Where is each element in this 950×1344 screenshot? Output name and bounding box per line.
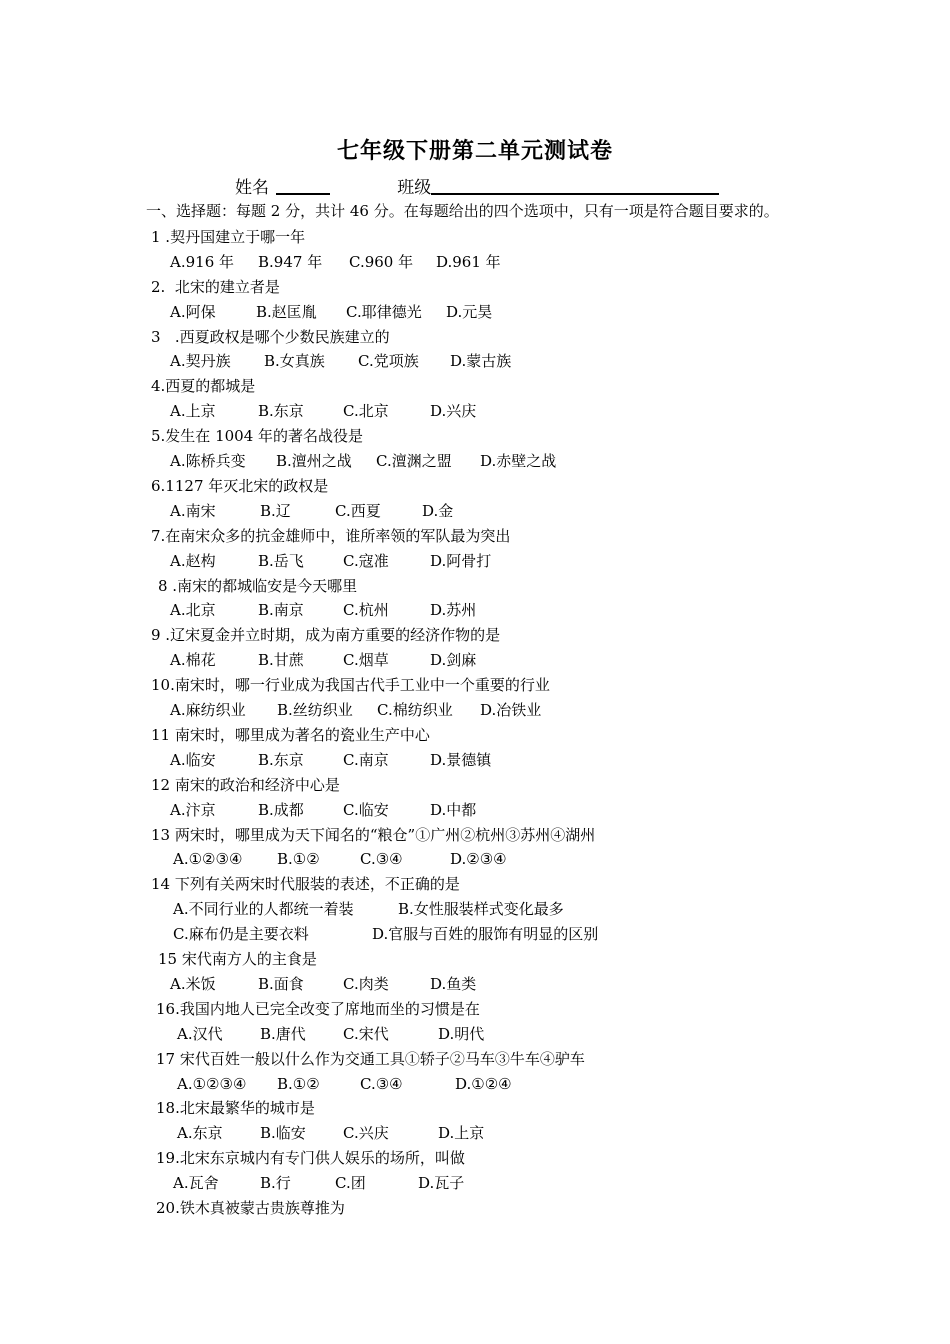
question-19-option[interactable]: D.瓦子 [418,1174,465,1192]
question-18-option[interactable]: B.临安 [260,1124,306,1142]
question-13-option[interactable]: A.①②③④ [173,850,243,868]
question-16-option[interactable]: D.明代 [438,1025,485,1043]
question-1-option[interactable]: C.960 年 [349,253,414,271]
student-info-row [235,177,719,199]
question-8-option[interactable]: A.北京 [170,601,216,619]
question-12-option[interactable]: A.汴京 [170,801,216,819]
question-16: 16.我国内地人已完全改变了席地而坐的习惯是在 [156,1000,480,1018]
question-4-option[interactable]: A.上京 [170,402,216,420]
question-20: 20.铁木真被蒙古贵族尊推为 [156,1199,345,1217]
page-title: 七年级下册第二单元测试卷 [336,138,613,164]
question-13: 13 两宋时，哪里成为天下闻名的“粮仓”①广州②杭州③苏州④湖州 [151,826,596,844]
question-7-option[interactable]: A.赵构 [170,552,216,570]
question-3-option[interactable]: A.契丹族 [170,352,231,370]
question-8-option[interactable]: C.杭州 [343,601,389,619]
question-19-option[interactable]: C.团 [335,1174,366,1192]
question-18: 18.北宋最繁华的城市是 [156,1099,315,1117]
question-15-option[interactable]: A.米饭 [170,975,216,993]
question-2: 2. 北宋的建立者是 [151,278,280,296]
question-7-option[interactable]: D.阿骨打 [430,552,492,570]
class-label: 班级 [397,178,432,198]
name-label: 姓名 [235,178,269,198]
question-7-option[interactable]: C.寇准 [343,552,389,570]
question-6-option[interactable]: C.西夏 [335,502,381,520]
question-12-option[interactable]: B.成都 [258,801,304,819]
question-9-option[interactable]: C.烟草 [343,651,389,669]
question-19-option[interactable]: A.瓦舍 [173,1174,219,1192]
question-14-option[interactable]: C.麻布仍是主要衣料 [173,925,309,943]
question-13-option[interactable]: B.①② [277,850,320,868]
question-18-option[interactable]: A.东京 [177,1124,223,1142]
question-15-option[interactable]: D.鱼类 [430,975,477,993]
question-16-option[interactable]: B.唐代 [260,1025,306,1043]
question-10-option[interactable]: D.冶铁业 [480,701,542,719]
question-11-option[interactable]: A.临安 [170,751,216,769]
question-5-option[interactable]: A.陈桥兵变 [170,452,246,470]
question-2-option[interactable]: C.耶律德光 [346,303,422,321]
question-9: 9 .辽宋夏金并立时期，成为南方重要的经济作物的是 [151,626,501,644]
question-2-option[interactable]: A.阿保 [170,303,216,321]
question-8-option[interactable]: B.南京 [258,601,304,619]
question-10: 10.南宋时，哪一行业成为我国古代手工业中一个重要的行业 [151,676,550,694]
question-2-option[interactable]: B.赵匡胤 [256,303,317,321]
question-7-option[interactable]: B.岳飞 [258,552,304,570]
question-4-option[interactable]: B.东京 [258,402,304,420]
question-7: 7.在南宋众多的抗金雄师中，谁所率领的军队最为突出 [151,527,511,545]
question-3: 3 .西夏政权是哪个少数民族建立的 [151,328,390,346]
question-4-option[interactable]: C.北京 [343,402,389,420]
question-19: 19.北宋东京城内有专门供人娱乐的场所，叫做 [156,1149,465,1167]
question-8-option[interactable]: D.苏州 [430,601,477,619]
question-11: 11 南宋时，哪里成为著名的瓷业生产中心 [151,726,430,744]
question-1: 1 .契丹国建立于哪一年 [151,228,306,246]
question-8: 8 .南宋的都城临安是今天哪里 [158,577,358,595]
question-14-option[interactable]: D.官服与百姓的服饰有明显的区别 [372,925,599,943]
question-5-option[interactable]: B.澶州之战 [276,452,352,470]
question-10-option[interactable]: B.丝纺织业 [277,701,353,719]
question-15-option[interactable]: B.面食 [258,975,304,993]
question-6-option[interactable]: A.南宋 [170,502,216,520]
question-12-option[interactable]: C.临安 [343,801,389,819]
question-13-option[interactable]: C.③④ [360,850,403,868]
question-11-option[interactable]: B.东京 [258,751,304,769]
question-11-option[interactable]: C.南京 [343,751,389,769]
question-14-option[interactable]: A.不同行业的人都统一着装 [173,900,354,918]
question-19-option[interactable]: B.行 [260,1174,291,1192]
question-1-option[interactable]: A.916 年 [170,253,234,271]
class-blank[interactable] [431,177,719,195]
question-4: 4.西夏的都城是 [151,377,256,395]
question-17-option[interactable]: B.①② [277,1075,320,1093]
question-12-option[interactable]: D.中都 [430,801,477,819]
question-16-option[interactable]: C.宋代 [343,1025,389,1043]
question-16-option[interactable]: A.汉代 [177,1025,223,1043]
question-6: 6.1127 年灭北宋的政权是 [151,477,329,495]
question-13-option[interactable]: D.②③④ [450,850,507,868]
question-17-option[interactable]: A.①②③④ [177,1075,247,1093]
question-4-option[interactable]: D.兴庆 [430,402,477,420]
question-17-option[interactable]: D.①②④ [455,1075,512,1093]
question-15: 15 宋代南方人的主食是 [158,950,317,968]
question-9-option[interactable]: A.棉花 [170,651,216,669]
question-2-option[interactable]: D.元昊 [446,303,493,321]
question-17: 17 宋代百姓一般以什么作为交通工具①轿子②马车③牛车④驴车 [156,1050,585,1068]
question-1-option[interactable]: D.961 年 [436,253,501,271]
question-17-option[interactable]: C.③④ [360,1075,403,1093]
instructions: 一、选择题：每题 2 分，共计 46 分。在每题给出的四个选项中，只有一项是符合题目要求的。 [146,202,779,220]
question-1-option[interactable]: B.947 年 [258,253,323,271]
question-15-option[interactable]: C.肉类 [343,975,389,993]
name-blank[interactable] [276,177,330,195]
question-14-option[interactable]: B.女性服装样式变化最多 [398,900,564,918]
question-5-option[interactable]: D.赤壁之战 [480,452,557,470]
question-14: 14 下列有关两宋时代服装的表述，不正确的是 [151,875,460,893]
question-10-option[interactable]: C.棉纺织业 [377,701,453,719]
question-5: 5.发生在 1004 年的著名战役是 [151,427,364,445]
question-18-option[interactable]: C.兴庆 [343,1124,389,1142]
question-11-option[interactable]: D.景德镇 [430,751,492,769]
question-6-option[interactable]: B.辽 [260,502,291,520]
question-10-option[interactable]: A.麻纺织业 [170,701,246,719]
question-9-option[interactable]: D.剑麻 [430,651,477,669]
question-12: 12 南宋的政治和经济中心是 [151,776,340,794]
question-3-option[interactable]: B.女真族 [264,352,325,370]
question-6-option[interactable]: D.金 [422,502,454,520]
question-18-option[interactable]: D.上京 [438,1124,485,1142]
question-3-option[interactable]: C.党项族 [358,352,419,370]
question-5-option[interactable]: C.澶渊之盟 [376,452,452,470]
question-9-option[interactable]: B.甘蔗 [258,651,304,669]
question-3-option[interactable]: D.蒙古族 [450,352,512,370]
